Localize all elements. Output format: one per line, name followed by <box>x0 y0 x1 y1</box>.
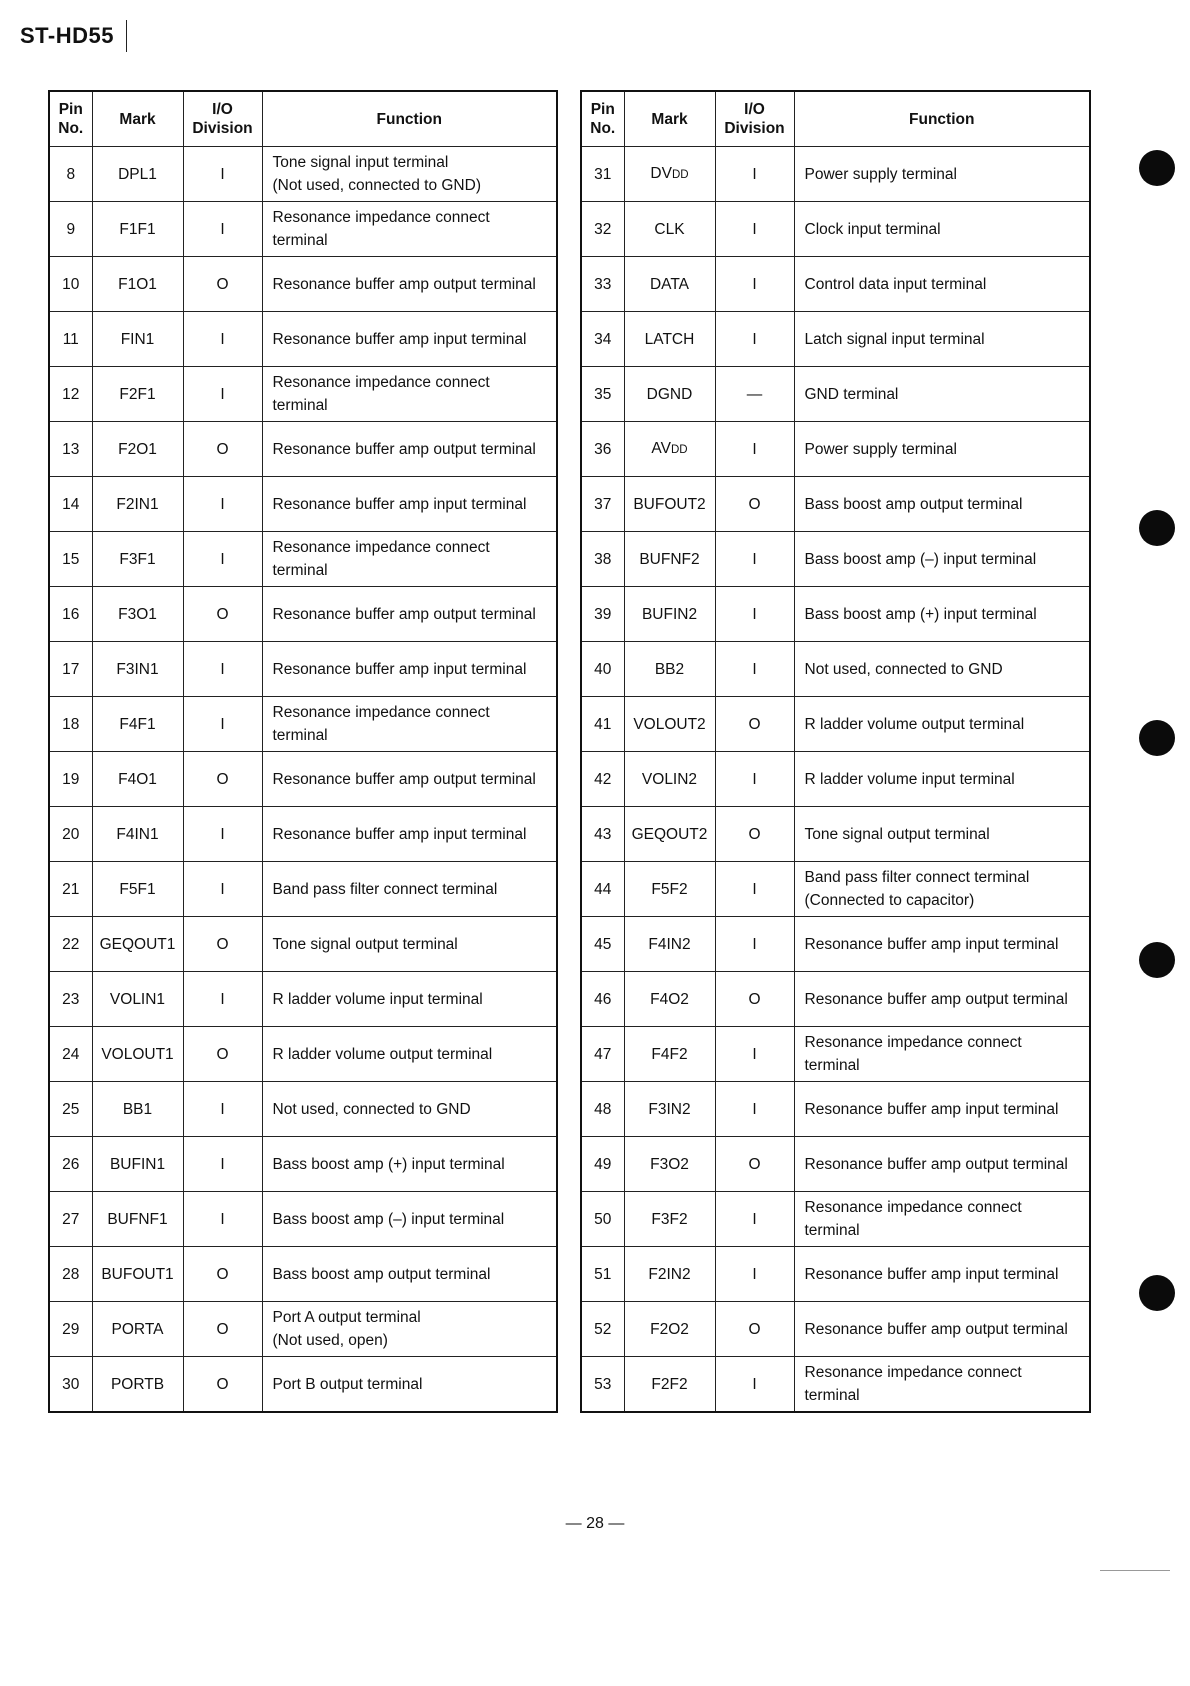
pin-mark-text: F2O1 <box>118 440 157 458</box>
pin-number: 42 <box>581 752 624 807</box>
io-division: I <box>715 642 794 697</box>
io-division: O <box>183 752 262 807</box>
pin-function: Resonance buffer amp output terminal <box>794 972 1090 1027</box>
pin-function: Resonance buffer amp output terminal <box>794 1137 1090 1192</box>
pin-function: R ladder volume input terminal <box>794 752 1090 807</box>
header-function: Function <box>794 91 1090 147</box>
table-row <box>581 807 1090 862</box>
io-division: O <box>183 422 262 477</box>
pin-number: 53 <box>581 1357 624 1413</box>
pin-number: 38 <box>581 532 624 587</box>
pin-number: 14 <box>49 477 92 532</box>
pin-mark <box>92 972 183 1027</box>
table-row <box>49 422 557 477</box>
pin-function: Bass boost amp output terminal <box>262 1247 557 1302</box>
pin-function: Resonance buffer amp output terminal <box>262 422 557 477</box>
pin-mark-text: F3F2 <box>651 1210 688 1228</box>
pin-function: R ladder volume input terminal <box>262 972 557 1027</box>
io-division: I <box>183 1192 262 1247</box>
pin-mark-text: PORTA <box>111 1320 164 1338</box>
table-row <box>49 202 557 257</box>
pin-mark <box>92 1137 183 1192</box>
table-row <box>581 587 1090 642</box>
pin-mark <box>92 1192 183 1247</box>
table-row <box>49 1357 557 1413</box>
io-division: I <box>715 1357 794 1413</box>
margin-rule <box>1100 1570 1170 1571</box>
pin-function: Power supply terminal <box>794 147 1090 202</box>
pin-mark-text: BUFIN2 <box>641 605 698 623</box>
pin-table-left <box>48 90 558 1413</box>
pin-mark-text: BB1 <box>122 1100 153 1118</box>
pin-mark-subscript: DD <box>671 168 689 181</box>
pin-mark-text: F2O2 <box>650 1320 689 1338</box>
table-row <box>49 1137 557 1192</box>
io-division: I <box>183 532 262 587</box>
io-division: O <box>183 1302 262 1357</box>
binder-hole-1 <box>1139 150 1175 186</box>
table-row <box>49 642 557 697</box>
pin-function: Resonance buffer amp output terminal <box>794 1302 1090 1357</box>
pin-mark-text: F2F2 <box>651 1375 688 1393</box>
io-division: I <box>183 367 262 422</box>
binder-hole-3 <box>1139 720 1175 756</box>
header-pin-no: Pin No. <box>581 91 624 147</box>
io-division: I <box>183 972 262 1027</box>
pin-function: Resonance buffer amp output terminal <box>262 752 557 807</box>
pin-mark <box>92 917 183 972</box>
pin-mark-text: F3IN2 <box>648 1100 691 1118</box>
io-division: O <box>715 807 794 862</box>
table-row <box>49 367 557 422</box>
pin-mark <box>92 147 183 202</box>
pin-function: Resonance buffer amp input terminal <box>794 917 1090 972</box>
pin-mark <box>92 422 183 477</box>
header-io-division: I/O Division <box>183 91 262 147</box>
table-row <box>581 1247 1090 1302</box>
pin-mark <box>624 367 715 422</box>
pin-mark <box>624 807 715 862</box>
table-row <box>49 1192 557 1247</box>
table-row <box>581 1027 1090 1082</box>
io-division: O <box>715 477 794 532</box>
table-row <box>581 477 1090 532</box>
pin-mark-text: LATCH <box>644 330 695 348</box>
io-division: I <box>183 807 262 862</box>
table-row <box>49 1247 557 1302</box>
pin-mark <box>92 532 183 587</box>
pin-number: 52 <box>581 1302 624 1357</box>
pin-mark-text: BUFNF1 <box>107 1210 168 1228</box>
pin-mark-text: F3O1 <box>118 605 157 623</box>
pin-function: R ladder volume output terminal <box>794 697 1090 752</box>
io-division: O <box>183 257 262 312</box>
io-division: I <box>183 642 262 697</box>
pin-mark-text: F2IN2 <box>648 1265 691 1283</box>
io-division: I <box>715 752 794 807</box>
pin-number: 22 <box>49 917 92 972</box>
pin-mark-text: F3O2 <box>650 1155 689 1173</box>
pin-number: 26 <box>49 1137 92 1192</box>
pin-mark-text: VOLOUT1 <box>101 1045 174 1063</box>
pin-mark-text: AV <box>651 439 671 457</box>
pin-function: Resonance buffer amp input terminal <box>794 1247 1090 1302</box>
pin-mark-subscript: DD <box>670 443 688 456</box>
table-row <box>49 752 557 807</box>
pin-function: Latch signal input terminal <box>794 312 1090 367</box>
pin-mark <box>92 642 183 697</box>
pin-function: R ladder volume output terminal <box>262 1027 557 1082</box>
pin-function: Resonance impedance connect terminal <box>794 1357 1090 1413</box>
pin-number: 30 <box>49 1357 92 1413</box>
io-division: O <box>183 1357 262 1413</box>
pin-number: 41 <box>581 697 624 752</box>
pin-function: Bass boost amp (+) input terminal <box>794 587 1090 642</box>
io-division: I <box>715 422 794 477</box>
pin-mark <box>92 477 183 532</box>
io-division: I <box>715 1247 794 1302</box>
pin-number: 10 <box>49 257 92 312</box>
pin-number: 48 <box>581 1082 624 1137</box>
pin-mark-text: DGND <box>646 385 693 403</box>
table-row <box>581 752 1090 807</box>
table-row <box>581 972 1090 1027</box>
pin-mark <box>624 1137 715 1192</box>
pin-mark <box>92 1247 183 1302</box>
pin-number: 33 <box>581 257 624 312</box>
pin-number: 8 <box>49 147 92 202</box>
pin-number: 36 <box>581 422 624 477</box>
pin-mark-text: GEQOUT2 <box>631 825 708 843</box>
table-row <box>49 312 557 367</box>
pin-number: 18 <box>49 697 92 752</box>
pin-mark <box>92 1027 183 1082</box>
io-division: I <box>715 147 794 202</box>
pin-mark-text: F5F2 <box>651 880 688 898</box>
pin-function: GND terminal <box>794 367 1090 422</box>
pin-mark-text: F1O1 <box>118 275 157 293</box>
pin-mark-text: BUFOUT1 <box>101 1265 174 1283</box>
pin-mark <box>92 1082 183 1137</box>
pin-function: Resonance impedance connect terminal <box>262 367 557 422</box>
pin-mark <box>624 422 715 477</box>
pin-number: 39 <box>581 587 624 642</box>
pin-number: 31 <box>581 147 624 202</box>
pin-function: Control data input terminal <box>794 257 1090 312</box>
pin-function: Resonance impedance connect terminal <box>794 1192 1090 1247</box>
table-row <box>49 807 557 862</box>
header-function: Function <box>262 91 557 147</box>
pin-mark-text: F4F2 <box>651 1045 688 1063</box>
pin-mark <box>624 972 715 1027</box>
pin-number: 40 <box>581 642 624 697</box>
binder-hole-4 <box>1139 942 1175 978</box>
pin-function: Resonance buffer amp input terminal <box>262 642 557 697</box>
header-mark: Mark <box>624 91 715 147</box>
table-row <box>49 1302 557 1357</box>
pin-mark-text: VOLOUT2 <box>633 715 706 733</box>
pin-mark <box>92 587 183 642</box>
pin-number: 13 <box>49 422 92 477</box>
io-division: I <box>715 1027 794 1082</box>
pin-table-right <box>580 90 1091 1413</box>
pin-mark <box>92 1302 183 1357</box>
pin-mark <box>624 1357 715 1413</box>
table-row <box>581 862 1090 917</box>
pin-mark-text: F4O2 <box>650 990 689 1008</box>
table-row <box>49 587 557 642</box>
pin-number: 29 <box>49 1302 92 1357</box>
pin-function: Bass boost amp output terminal <box>794 477 1090 532</box>
pin-function: Resonance impedance connect terminal <box>262 532 557 587</box>
table-row <box>581 367 1090 422</box>
pin-mark <box>624 1192 715 1247</box>
pin-number: 17 <box>49 642 92 697</box>
io-division: O <box>715 972 794 1027</box>
io-division: I <box>183 1137 262 1192</box>
pin-function: Resonance impedance connect terminal <box>794 1027 1090 1082</box>
pin-mark <box>624 1082 715 1137</box>
pin-function: Not used, connected to GND <box>794 642 1090 697</box>
table-row <box>49 917 557 972</box>
io-division: I <box>715 257 794 312</box>
table-row <box>49 532 557 587</box>
table-row <box>581 147 1090 202</box>
table-row <box>581 1192 1090 1247</box>
table-row <box>581 697 1090 752</box>
pin-mark-text: PORTB <box>110 1375 165 1393</box>
table-row <box>49 147 557 202</box>
pin-mark <box>624 257 715 312</box>
table-row <box>49 972 557 1027</box>
table-row <box>581 917 1090 972</box>
io-division: I <box>715 587 794 642</box>
table-row <box>581 532 1090 587</box>
pin-function: Port A output terminal (Not used, open) <box>262 1302 557 1357</box>
pin-mark-text: CLK <box>654 220 685 238</box>
pin-number: 11 <box>49 312 92 367</box>
pin-function: Bass boost amp (–) input terminal <box>262 1192 557 1247</box>
pin-number: 25 <box>49 1082 92 1137</box>
pin-number: 15 <box>49 532 92 587</box>
pin-mark <box>624 532 715 587</box>
io-division: I <box>715 532 794 587</box>
io-division: O <box>183 1247 262 1302</box>
pin-number: 28 <box>49 1247 92 1302</box>
pin-mark-text: F4O1 <box>118 770 157 788</box>
table-row <box>581 642 1090 697</box>
pin-mark <box>92 697 183 752</box>
io-division: I <box>715 312 794 367</box>
table-row <box>49 1027 557 1082</box>
pin-mark-text: F4IN2 <box>648 935 691 953</box>
io-division: I <box>183 147 262 202</box>
pin-mark-text: VOLIN1 <box>109 990 166 1008</box>
pin-mark <box>624 1302 715 1357</box>
table-row <box>581 1357 1090 1413</box>
io-division: I <box>183 477 262 532</box>
pin-number: 34 <box>581 312 624 367</box>
pin-mark-text: FIN1 <box>120 330 155 348</box>
header-io-division: I/O Division <box>715 91 794 147</box>
pin-function: Bass boost amp (+) input terminal <box>262 1137 557 1192</box>
pin-mark <box>624 917 715 972</box>
pin-number: 16 <box>49 587 92 642</box>
pin-function: Resonance buffer amp input terminal <box>794 1082 1090 1137</box>
table-row <box>581 257 1090 312</box>
io-division: I <box>183 862 262 917</box>
pin-function: Resonance impedance connect terminal <box>262 697 557 752</box>
pin-mark <box>92 367 183 422</box>
pin-mark <box>624 1027 715 1082</box>
binder-hole-5 <box>1139 1275 1175 1311</box>
pin-mark-text: DV <box>650 164 672 182</box>
pin-mark <box>92 807 183 862</box>
pin-function: Band pass filter connect terminal (Connected to capacitor) <box>794 862 1090 917</box>
pin-function: Clock input terminal <box>794 202 1090 257</box>
table-row <box>581 1302 1090 1357</box>
pin-function: Resonance buffer amp output terminal <box>262 257 557 312</box>
pin-mark <box>92 752 183 807</box>
pin-function: Resonance buffer amp output terminal <box>262 587 557 642</box>
table-row <box>49 257 557 312</box>
io-division: O <box>715 697 794 752</box>
pin-mark-text: F3IN1 <box>116 660 159 678</box>
table-row <box>49 862 557 917</box>
pin-number: 44 <box>581 862 624 917</box>
header-mark: Mark <box>92 91 183 147</box>
pin-function: Resonance impedance connect terminal <box>262 202 557 257</box>
pin-mark <box>624 477 715 532</box>
pin-function: Tone signal output terminal <box>262 917 557 972</box>
table-row <box>49 697 557 752</box>
pin-mark <box>624 642 715 697</box>
pin-number: 37 <box>581 477 624 532</box>
io-division: I <box>183 312 262 367</box>
pin-mark-text: BUFIN1 <box>109 1155 166 1173</box>
table-row <box>581 312 1090 367</box>
pin-mark-text: GEQOUT1 <box>99 935 176 953</box>
pin-number: 21 <box>49 862 92 917</box>
pin-function: Power supply terminal <box>794 422 1090 477</box>
pin-function: Tone signal input terminal (Not used, connected to GND) <box>262 147 557 202</box>
io-division: I <box>715 862 794 917</box>
pin-number: 20 <box>49 807 92 862</box>
binder-hole-2 <box>1139 510 1175 546</box>
io-division: O <box>715 1137 794 1192</box>
pin-mark <box>624 697 715 752</box>
table-header-row <box>49 91 557 147</box>
pin-number: 12 <box>49 367 92 422</box>
pin-function: Bass boost amp (–) input terminal <box>794 532 1090 587</box>
pin-mark <box>92 862 183 917</box>
pin-number: 50 <box>581 1192 624 1247</box>
pin-function: Not used, connected to GND <box>262 1082 557 1137</box>
table-row <box>581 422 1090 477</box>
pin-mark-text: DPL1 <box>118 165 157 183</box>
pin-mark <box>624 862 715 917</box>
pin-mark <box>624 752 715 807</box>
table-row <box>581 1137 1090 1192</box>
pin-number: 32 <box>581 202 624 257</box>
io-division: — <box>715 367 794 422</box>
io-division: I <box>183 1082 262 1137</box>
pin-mark-text: F2IN1 <box>116 495 159 513</box>
pin-function: Resonance buffer amp input terminal <box>262 477 557 532</box>
io-division: O <box>715 1302 794 1357</box>
pin-mark-text: F2F1 <box>119 385 156 403</box>
pin-mark <box>92 312 183 367</box>
io-division: O <box>183 587 262 642</box>
pin-mark-text: VOLIN2 <box>641 770 698 788</box>
table-row <box>581 1082 1090 1137</box>
io-division: I <box>715 917 794 972</box>
pin-mark-text: DATA <box>649 275 690 293</box>
io-division: I <box>183 202 262 257</box>
pin-mark-text: BUFNF2 <box>639 550 700 568</box>
io-division: I <box>183 697 262 752</box>
pin-number: 23 <box>49 972 92 1027</box>
pin-mark-text: F4IN1 <box>116 825 159 843</box>
pin-function: Tone signal output terminal <box>794 807 1090 862</box>
pin-mark <box>624 147 715 202</box>
io-division: O <box>183 917 262 972</box>
pin-number: 46 <box>581 972 624 1027</box>
pin-number: 27 <box>49 1192 92 1247</box>
pin-number: 47 <box>581 1027 624 1082</box>
pin-number: 45 <box>581 917 624 972</box>
pin-mark-text: F4F1 <box>119 715 156 733</box>
pin-mark <box>92 202 183 257</box>
page-number: — 28 — <box>565 1515 625 1532</box>
io-division: I <box>715 202 794 257</box>
table-row <box>49 477 557 532</box>
table-row <box>581 202 1090 257</box>
pin-mark-text: BB2 <box>654 660 685 678</box>
pin-mark-text: F5F1 <box>119 880 156 898</box>
io-division: O <box>183 1027 262 1082</box>
table-row <box>49 1082 557 1137</box>
header-pin-no: Pin No. <box>49 91 92 147</box>
pin-function: Resonance buffer amp input terminal <box>262 312 557 367</box>
pin-mark <box>624 587 715 642</box>
model-header: ST-HD55 <box>20 20 127 52</box>
pin-number: 19 <box>49 752 92 807</box>
table-header-row <box>581 91 1090 147</box>
pin-function: Band pass filter connect terminal <box>262 862 557 917</box>
pin-mark <box>92 1357 183 1413</box>
pin-mark <box>624 202 715 257</box>
io-division: I <box>715 1192 794 1247</box>
pin-function: Resonance buffer amp input terminal <box>262 807 557 862</box>
pin-mark <box>92 257 183 312</box>
pin-number: 9 <box>49 202 92 257</box>
pin-number: 24 <box>49 1027 92 1082</box>
pin-mark <box>624 1247 715 1302</box>
pin-function: Port B output terminal <box>262 1357 557 1413</box>
pin-mark-text: BUFOUT2 <box>633 495 706 513</box>
pin-mark-text: F1F1 <box>119 220 156 238</box>
pin-mark <box>624 312 715 367</box>
pin-number: 51 <box>581 1247 624 1302</box>
pin-mark-text: F3F1 <box>119 550 156 568</box>
pin-number: 43 <box>581 807 624 862</box>
pin-number: 49 <box>581 1137 624 1192</box>
io-division: I <box>715 1082 794 1137</box>
pin-number: 35 <box>581 367 624 422</box>
